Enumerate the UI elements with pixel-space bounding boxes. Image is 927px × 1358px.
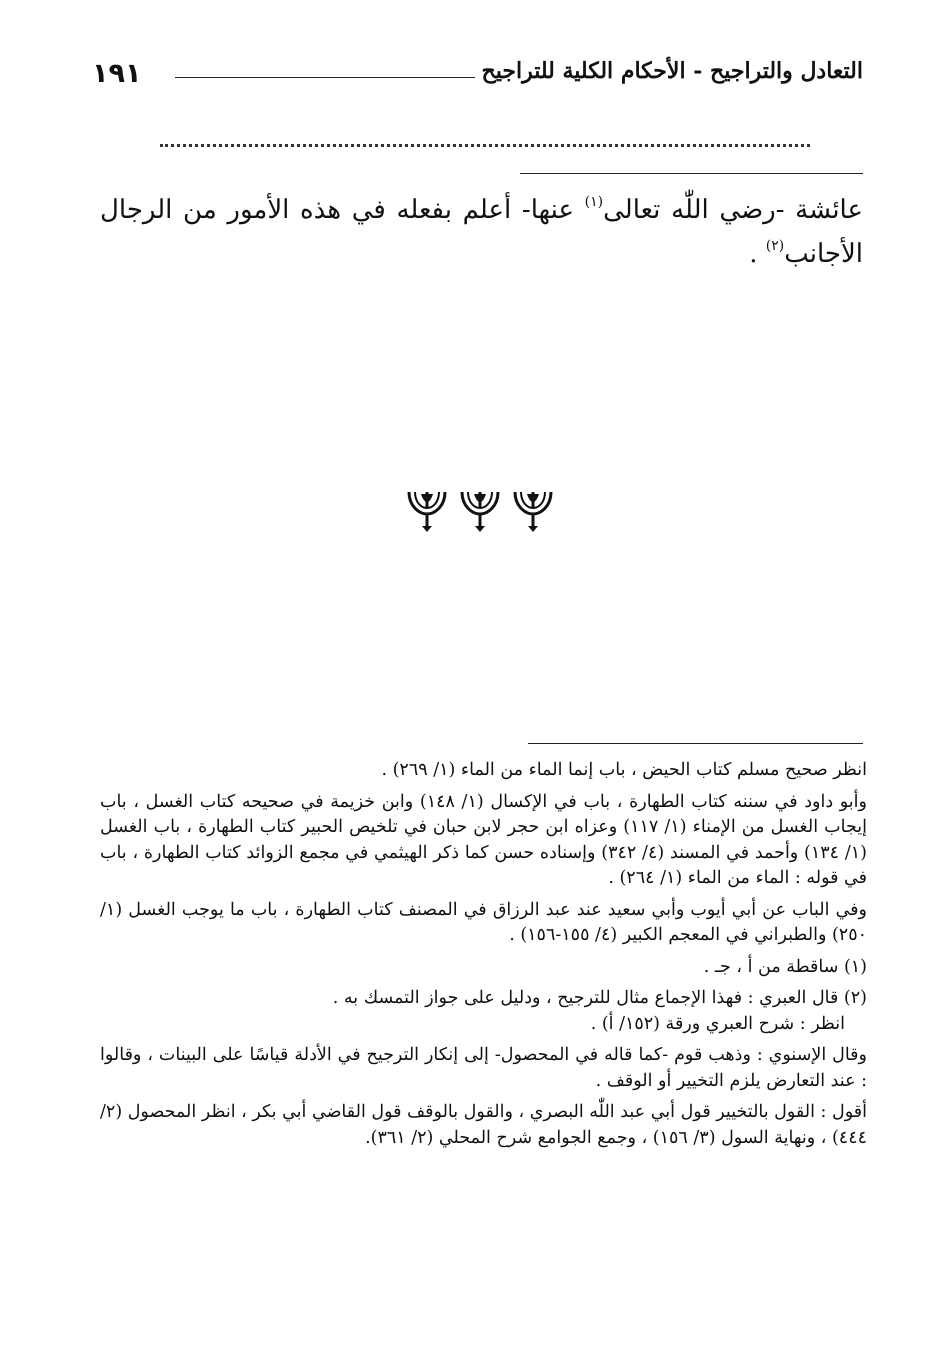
footnote-separator-rule (528, 743, 863, 744)
floral-ornament-icon (511, 486, 555, 532)
ellipsis-dotted-line (160, 144, 810, 147)
main-text-end: . (749, 239, 766, 269)
footnote-ref-1[interactable]: (١) (584, 194, 604, 210)
header-rule (175, 77, 475, 78)
main-text-part-2: عنها- أعلم بفعله في هذه الأمور من الرجال الأجانب (100, 195, 863, 269)
footnote-2-isnawi: وقال الإسنوي : وذهب قوم -كما قاله في المحصول- إلى إنكار الترجيح في الأدلة قياسًا على البينات ، وقالوا : عند التعارض يلزم التخيير أو الوقف . (100, 1045, 867, 1091)
main-text (100, 188, 863, 276)
footnote-continuation-abudawud: وأبو داود في سننه كتاب الطهارة ، باب في الإكسال (١/ ١٤٨) وابن خزيمة في صحيحه كتاب الغسل ، باب إيجاب الغسل من الإمناء (١/ ١١٧) وعزاه ابن حجر لابن حبان في تلخيص الحبير كتاب الطهارة ، باب الغسل (١/ ١٣٤) وأحمد في المسند (٤/ ٣٤٢) وإسناده حسن كما ذكر الهيثمي في مجمع الزوائد كتاب الطهارة ، باب في قوله : الماء من الماء (١/ ٢٦٤) . (100, 791, 868, 888)
floral-ornament-icon (405, 486, 449, 532)
footnote-continuation-bab: وفي الباب عن أبي أيوب وأبي سعيد عند عبد الرزاق في المصنف كتاب الطهارة ، باب ما يوجب الغسل (١/ ٢٥٠) والطبراني في المعجم الكبير (٤/ ١٥٥-١٥٦) . (100, 899, 867, 945)
footnote-2-author-note: أقول : القول بالتخيير قول أبي عبد اللّٰه البصري ، والقول بالوقف قول القاضي أبي بكر ، انظر المحصول (٢/ ٤٤٤) ، ونهاية السول (٣/ ١٥٦) ، وجمع الجوامع شرح المحلي (٢/ ٣٦١). (100, 1102, 867, 1148)
footnote-ref-2[interactable]: (٢) (765, 238, 785, 254)
running-title: التعادل والتراجيح - الأحكام الكلية للتراجيح (481, 58, 863, 84)
footnote-continuation-muslim: انظر صحيح مسلم كتاب الحيض ، باب إنما الماء من الماء (١/ ٢٦٩) . (381, 760, 867, 780)
main-paragraph (100, 188, 863, 276)
running-header (80, 58, 863, 98)
floral-ornament-icon (458, 486, 502, 532)
footnotes-section (100, 758, 867, 1151)
footnote-2: (٢) قال العبري : فهذا الإجماع مثال للترجيح ، ودليل على جواز التمسك به . (332, 988, 867, 1008)
main-text-part-1: عائشة -رضي اللّٰه تعالى (603, 195, 863, 225)
page-number: ١٩١ (92, 58, 142, 89)
footnote-2-reference: انظر : شرح العبري ورقة (١٥٢/ أ) . (590, 1013, 845, 1034)
text-separator-rule (520, 173, 863, 174)
section-end-ornaments (405, 486, 555, 536)
footnote-1: (١) ساقطة من أ ، جـ . (703, 956, 867, 977)
